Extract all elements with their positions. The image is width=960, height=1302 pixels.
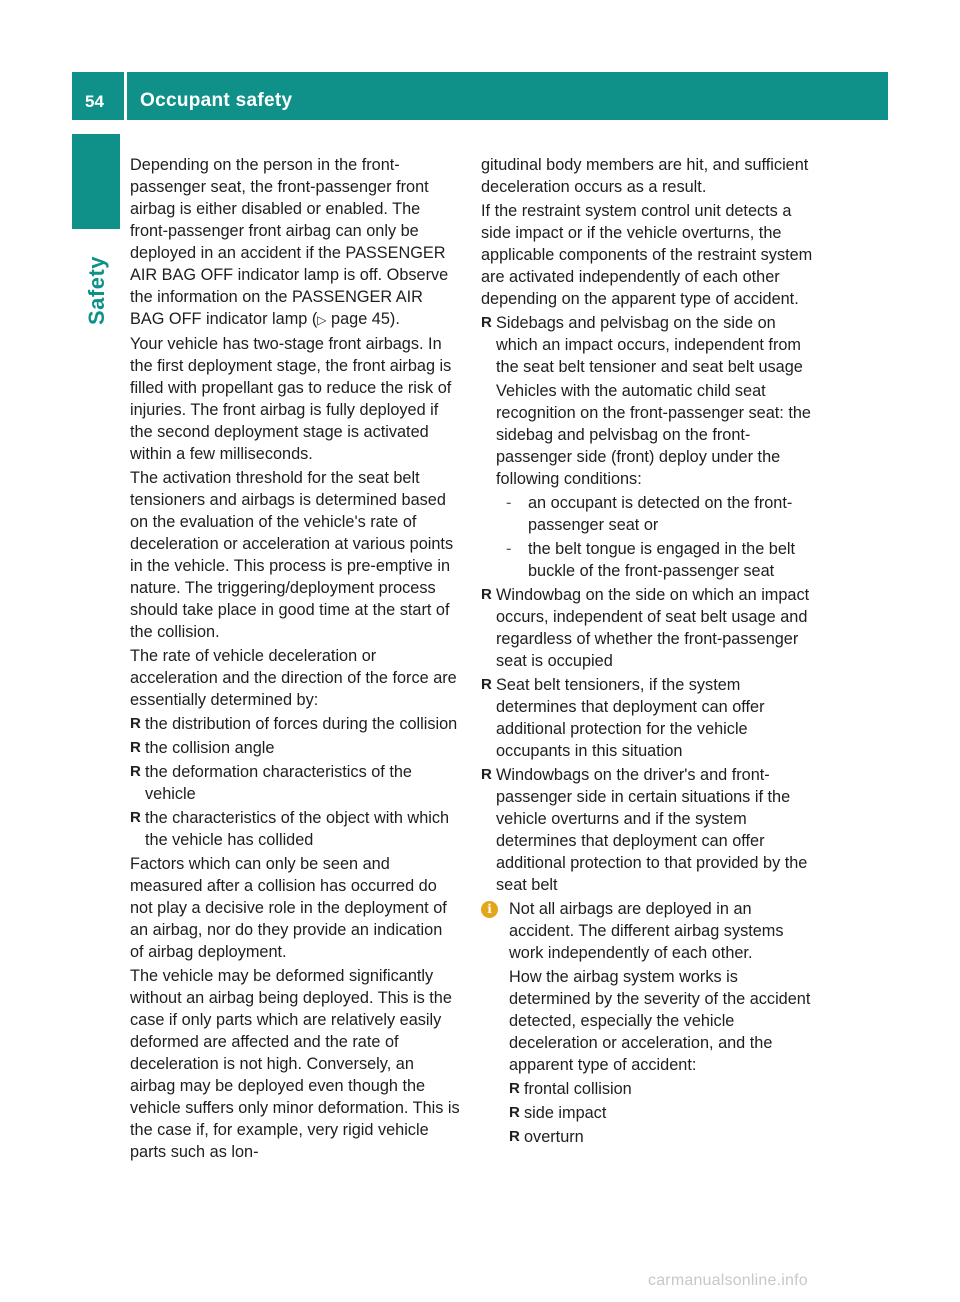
list-item: R side impact xyxy=(509,1104,607,1122)
bullet-icon: R xyxy=(481,766,492,783)
page-ref-arrow-icon: ▷ xyxy=(317,313,327,327)
paragraph: If the restraint system control unit detects a side impact or if the vehicle overturns, the applicable components of the restraint system are activated independently of each other depending on the apparent type of accident. xyxy=(481,202,813,308)
list-item: R the distribution of forces during the collision xyxy=(130,715,458,733)
bullet-icon: R xyxy=(509,1128,520,1145)
paragraph: The vehicle may be deformed significantly without an airbag being deployed. This is the case if only parts which are relatively easily deformed are affected and the rate of deceleration is not high. Conversely, an airbag may be deployed even though the vehicle suffers only minor deformation. This is the case if, for example, very rigid vehicle parts such as lon- xyxy=(130,967,460,1161)
bullet-icon: R xyxy=(130,715,141,732)
sub-list-item: - the belt tongue is engaged in the belt buckle of the front-passenger seat xyxy=(506,540,796,580)
watermark: carmanualsonline.info xyxy=(648,1272,808,1289)
list-item: R Windowbags on the driver's and front-passenger side in certain situations if the vehicle overturns and if the system determines that deployment can offer additional protection to that provided by the seat belt xyxy=(481,766,808,894)
info-note-text: How the airbag system works is determined by the severity of the accident detected, especially the vehicle deceleration or acceleration, and the apparent type of accident: xyxy=(509,968,811,1074)
bullet-icon: R xyxy=(509,1080,520,1097)
dash-icon: - xyxy=(506,494,512,512)
list-item: R the deformation characteristics of the vehicle xyxy=(130,763,412,803)
bullet-icon: R xyxy=(481,586,492,603)
bullet-icon: R xyxy=(481,314,492,331)
list-item: R Windowbag on the side on which an impact occurs, independent of seat belt usage and regardless of whether the front-passenger seat is occupied xyxy=(481,586,810,670)
page-ref-link[interactable]: page 45). xyxy=(326,310,400,328)
section-title: Occupant safety xyxy=(140,90,293,111)
info-icon: i xyxy=(481,901,498,918)
side-chapter-label: Safety xyxy=(84,255,109,325)
page-number: 54 xyxy=(85,92,104,111)
bullet-icon: R xyxy=(481,676,492,693)
paragraph: gitudinal body members are hit, and sufficient deceleration occurs as a result. xyxy=(481,156,809,196)
list-item-note: Vehicles with the automatic child seat recognition on the front-passenger seat: the sidebag and pelvisbag on the front-passenger side (front) deploy under the following conditions: xyxy=(496,382,811,488)
list-item: R overturn xyxy=(509,1128,584,1146)
dash-icon: - xyxy=(506,540,512,558)
sub-list-item: - an occupant is detected on the front-passenger seat or xyxy=(506,494,793,534)
paragraph: Factors which can only be seen and measured after a collision has occurred do not play a decisive role in the deployment of an airbag, nor do they provide an indication of airbag deployment. xyxy=(130,855,447,961)
bullet-icon: R xyxy=(130,763,141,780)
list-item: R Seat belt tensioners, if the system determines that deployment can offer additional protection for the vehicle occupants in this situation xyxy=(481,676,765,760)
bullet-icon: R xyxy=(130,809,141,826)
list-item: R Sidebags and pelvisbag on the side on which an impact occurs, independent from the seat belt tensioner and seat belt usage xyxy=(481,314,803,376)
paragraph: The rate of vehicle deceleration or acceleration and the direction of the force are essentially determined by: xyxy=(130,647,457,709)
left-column xyxy=(130,154,460,1165)
list-item: R frontal collision xyxy=(509,1080,632,1098)
right-column xyxy=(481,154,814,1150)
bullet-icon: R xyxy=(509,1104,520,1121)
info-note: i Not all airbags are deployed in an accident. The different airbag systems work independently of each other. xyxy=(481,898,814,964)
header-divider xyxy=(124,72,127,120)
paragraph: Depending on the person in the front-passenger seat, the front-passenger front airbag is either disabled or enabled. The front-passenger front airbag can only be deployed in an accident if the PASSENGER AIR BAG OFF indicator lamp is off. Observe the information on the PASSENGER AIR BAG OFF indicator lamp (▷ page 45). xyxy=(130,156,449,328)
side-tab xyxy=(72,134,120,229)
paragraph: The activation threshold for the seat belt tensioners and airbags is determined based on the evaluation of the vehicle's rate of deceleration or acceleration at various points in the vehicle. This process is pre-emptive in nature. The triggering/deployment process should take place in good time at the start of the collision. xyxy=(130,469,454,641)
list-item: R the collision angle xyxy=(130,739,275,757)
bullet-icon: R xyxy=(130,739,141,756)
paragraph: Your vehicle has two-stage front airbags. In the first deployment stage, the front airbag is filled with propellant gas to reduce the risk of injuries. The front airbag is fully deployed if the second deployment stage is activated within a few milliseconds. xyxy=(130,335,452,463)
list-item: R the characteristics of the object with which the vehicle has collided xyxy=(130,809,450,849)
